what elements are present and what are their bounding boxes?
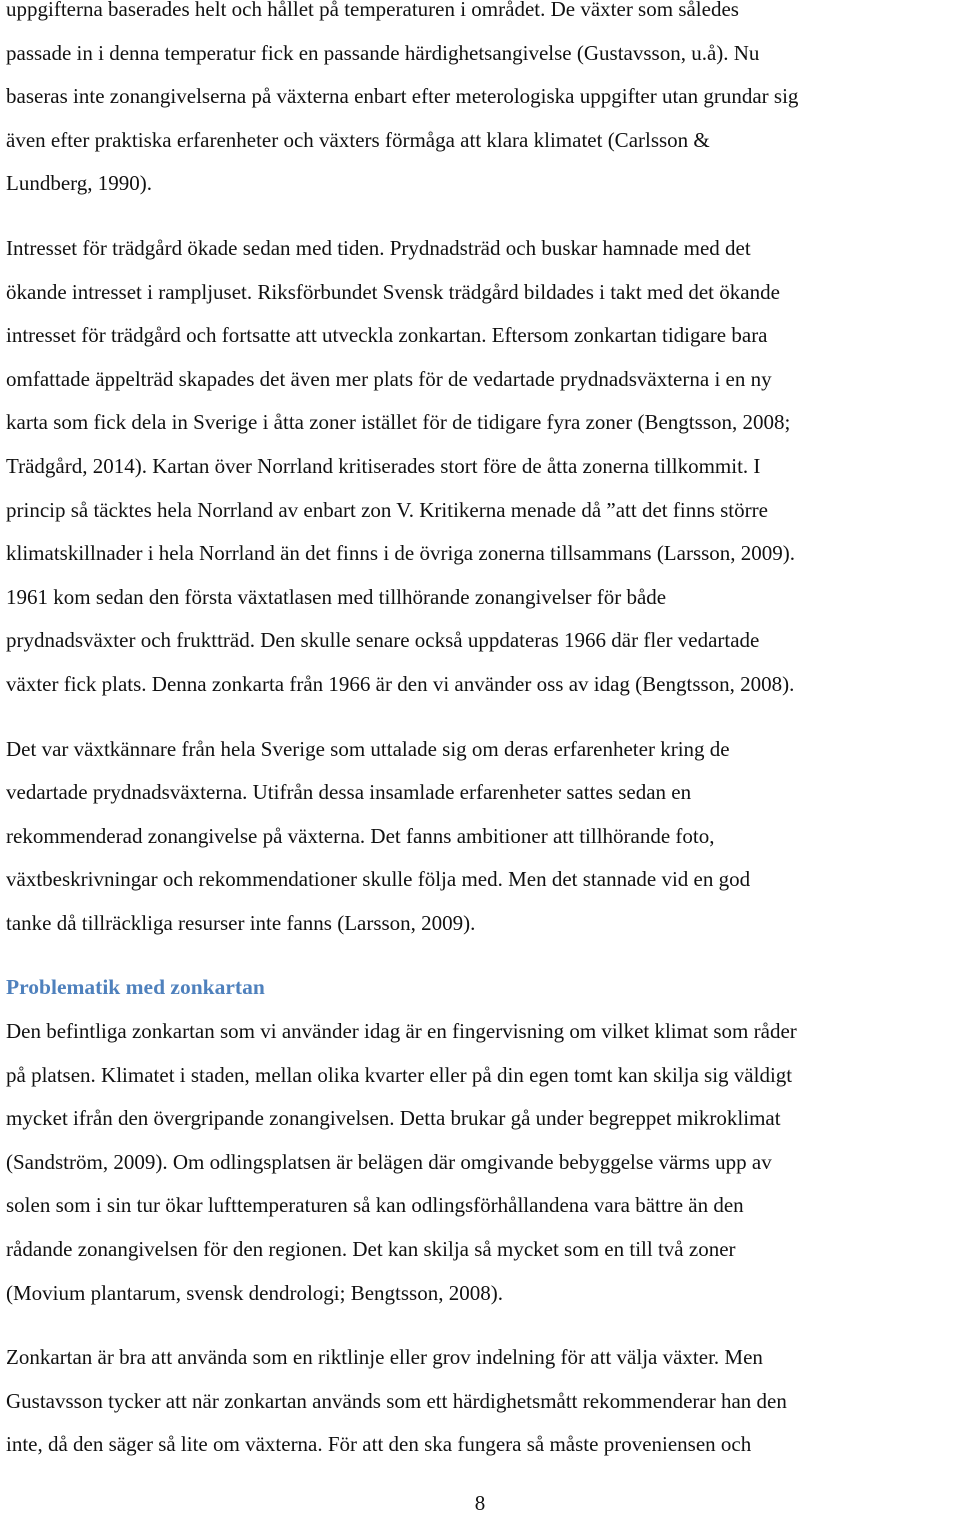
text-line: uppgifterna baserades helt och hållet på temperaturen i området. De växter som således <box>6 0 739 21</box>
text-line: (Sandström, 2009). Om odlingsplatsen är belägen där omgivande bebyggelse värms upp av <box>6 1149 772 1174</box>
text-line: karta som fick dela in Sverige i åtta zoner istället för de tidigare fyra zoner (Bengtsson, 2008; <box>6 410 791 435</box>
text-line: Det var växtkännare från hela Sverige som uttalade sig om deras erfarenheter kring de <box>6 736 730 761</box>
text-line: ökande intresset i rampljuset. Riksförbundet Svensk trädgård bildades i takt med det ökande <box>6 279 780 304</box>
text-line: intresset för trädgård och fortsatte att utveckla zonkartan. Eftersom zonkartan tidigare bara <box>6 323 768 348</box>
text-line: passade in i denna temperatur fick en passande härdighetsangivelse (Gustavsson, u.å). Nu <box>6 40 760 65</box>
text-line: prydnadsväxter och fruktträd. Den skulle senare också uppdateras 1966 där fler vedartade <box>6 628 760 653</box>
text-line: Intresset för trädgård ökade sedan med tiden. Prydnadsträd och buskar hamnade med det <box>6 235 751 260</box>
text-line: solen som i sin tur ökar lufttemperaturen så kan odlingsförhållandena vara bättre än den <box>6 1193 744 1218</box>
text-line: rekommenderad zonangivelse på växterna. Det fanns ambitioner att tillhörande foto, <box>6 823 715 848</box>
paragraph-gap <box>6 945 956 966</box>
text-line: på platsen. Klimatet i staden, mellan olika kvarter eller på din egen tomt kan skilja sig väldigt <box>6 1062 793 1087</box>
paragraph-microclimate <box>6 1010 956 1315</box>
text-line: Den befintliga zonkartan som vi använder idag är en fingervisning om vilket klimat som råder <box>6 1019 797 1044</box>
document-page <box>6 0 956 1467</box>
paragraph-garden-interest <box>6 227 956 707</box>
text-line: växtbeskrivningar och rekommendationer skulle följa med. Men det stannade vid en god <box>6 867 751 892</box>
section-heading: Problematik med zonkartan <box>6 975 265 1000</box>
text-line: inte, då den säger så lite om växterna. För att den ska fungera så måste proveniensen och <box>6 1432 752 1457</box>
text-line: mycket ifrån den övergripande zonangivelsen. Detta brukar gå under begreppet mikroklimat <box>6 1106 781 1131</box>
paragraph-gap <box>6 206 956 227</box>
text-line: Lundberg, 1990). <box>6 171 153 196</box>
paragraph-gap <box>6 707 956 728</box>
paragraph-gap <box>6 1315 956 1336</box>
text-line: klimatskillnader i hela Norrland än det finns i de övriga zonerna tillsammans (Larsson, 2009). <box>6 541 796 566</box>
text-line: omfattade äppelträd skapades det även mer plats för de vedartade prydnadsväxterna i en ny <box>6 366 772 391</box>
text-line: princip så täcktes hela Norrland av enbart zon V. Kritikerna menade då ”att det finns större <box>6 497 768 522</box>
text-line: baseras inte zonangivelserna på växterna enbart efter meterologiska uppgifter utan grundar sig <box>6 84 799 109</box>
text-line: Zonkartan är bra att använda som en riktlinje eller grov indelning för att välja växter. Men <box>6 1345 763 1370</box>
paragraph-zone-history <box>6 0 956 206</box>
text-line: även efter praktiska erfarenheter och växters förmåga att klara klimatet (Carlsson & <box>6 127 710 152</box>
text-line: Gustavsson tycker att när zonkartan används som ett härdighetsmått rekommenderar han den <box>6 1388 787 1413</box>
text-line: (Movium plantarum, svensk dendrologi; Bengtsson, 2008). <box>6 1280 503 1305</box>
text-line: tanke då tillräckliga resurser inte fanns (Larsson, 2009). <box>6 910 476 935</box>
text-line: 1961 kom sedan den första växtatlasen med tillhörande zonangivelser för både <box>6 584 667 609</box>
text-line: vedartade prydnadsväxterna. Utifrån dessa insamlade erfarenheter sattes sedan en <box>6 780 692 805</box>
text-line: Trädgård, 2014). Kartan över Norrland kritiserades stort före de åtta zonerna tillkommit. I <box>6 453 761 478</box>
paragraph-zone-guideline <box>6 1336 956 1467</box>
paragraph-plant-experts <box>6 728 956 946</box>
text-line: växter fick plats. Denna zonkarta från 1966 är den vi använder oss av idag (Bengtsson, 2008). <box>6 671 795 696</box>
page-number: 8 <box>474 1491 486 1515</box>
text-line: rådande zonangivelsen för den regionen. Det kan skilja så mycket som en till två zoner <box>6 1237 736 1262</box>
